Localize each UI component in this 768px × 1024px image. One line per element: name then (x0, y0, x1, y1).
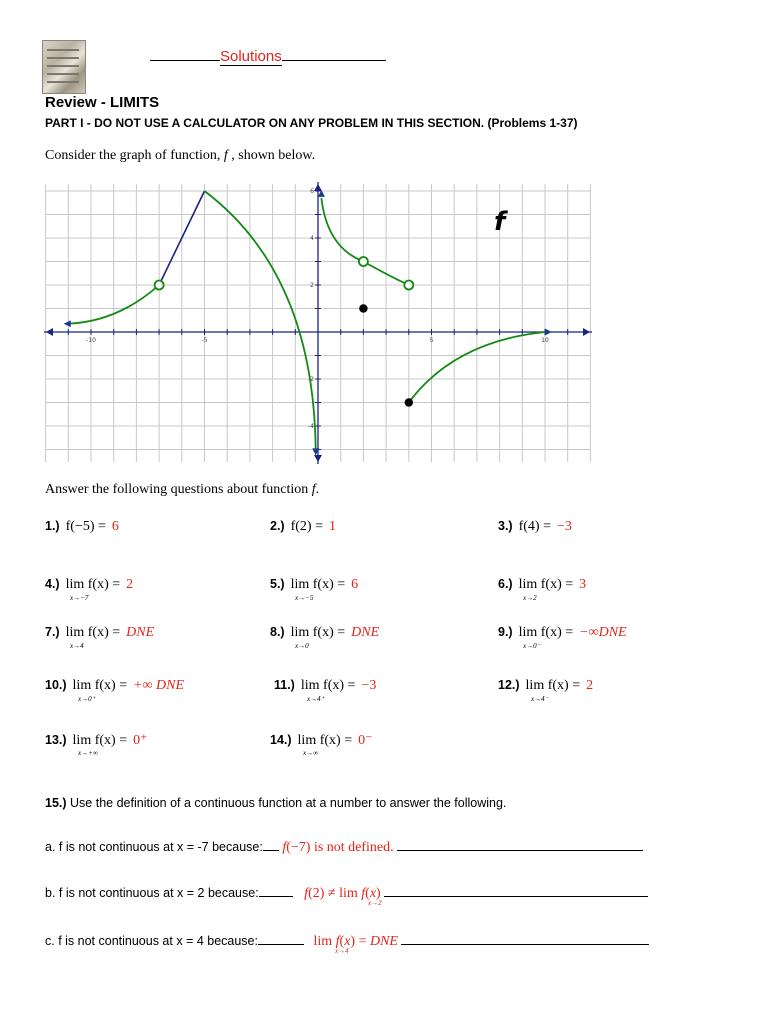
question-answer: −3 (556, 519, 572, 534)
y-tick-label: -2 (308, 376, 314, 383)
question-answer: 2 (586, 678, 594, 693)
question-expression: lim f(x) = (290, 577, 346, 592)
intro-text: Consider the graph of function, f , shown below. (45, 148, 316, 163)
q15c-row: c. f is not continuous at x = 4 because: lim f(x) = DNE (45, 932, 649, 950)
question-expression: lim f(x) = (525, 678, 581, 693)
question-answer: 3 (579, 577, 587, 592)
question-7 (45, 625, 154, 641)
question-expression: lim f(x) = (290, 625, 346, 640)
y-tick-label: 4 (310, 235, 314, 242)
y-axis-arrow-icon (314, 184, 322, 191)
q15-prompt: 15.) Use the definition of a continuous function at a number to answer the following. (45, 796, 507, 810)
y-tick-label: 2 (310, 282, 314, 289)
question-number: 3.) (498, 519, 513, 533)
limit-subscript: x→0 (295, 642, 309, 650)
descending-arc-curve (205, 191, 316, 450)
open-point (155, 281, 164, 290)
limit-subscript: x→4⁻ (531, 695, 549, 703)
limit-subscript: x→−7 (70, 594, 89, 602)
question-number: 14.) (270, 733, 292, 747)
x-tick-label: 10 (541, 337, 549, 344)
question-8 (270, 625, 379, 641)
middle-arc-curve (321, 198, 408, 285)
question-answer: 6 (351, 577, 359, 592)
closed-point (359, 304, 367, 312)
question-1 (45, 519, 119, 535)
clipboard-logo-icon (42, 40, 86, 94)
question-number: 1.) (45, 519, 60, 533)
limit-subscript: x→0⁺ (78, 695, 96, 703)
question-number: 9.) (498, 625, 513, 639)
question-expression: lim f(x) = (518, 577, 574, 592)
instructions-text: Answer the following questions about function f. (45, 482, 320, 497)
limit-subscript: x→4 (70, 642, 84, 650)
page-title: Solutions (150, 48, 386, 65)
function-graph (44, 182, 592, 464)
question-expression: lim f(x) = (300, 678, 356, 693)
question-answer: 6 (111, 519, 119, 534)
question-11 (274, 678, 376, 694)
y-tick-label: -4 (308, 423, 314, 430)
question-number: 5.) (270, 577, 285, 591)
open-point (359, 257, 368, 266)
question-answer: 1 (328, 519, 336, 534)
question-number: 6.) (498, 577, 513, 591)
limit-subscript: x→4⁺ (307, 695, 325, 703)
question-10 (45, 678, 184, 694)
x-tick-label: -5 (201, 337, 208, 344)
question-14 (270, 732, 373, 749)
question-5 (270, 577, 358, 593)
question-answer: 2 (126, 577, 134, 592)
limit-subscript: x→∞ (303, 749, 319, 757)
question-number: 8.) (270, 625, 285, 639)
question-4 (45, 577, 133, 593)
y-axis-down-arrow-icon (314, 455, 322, 462)
q15b-sub: x→2 (368, 899, 382, 907)
question-answer: DNE (126, 625, 155, 640)
question-13 (45, 732, 148, 749)
question-6 (498, 577, 586, 593)
limit-subscript: x→−5 (295, 594, 314, 602)
question-2 (270, 519, 336, 535)
question-number: 4.) (45, 577, 60, 591)
question-number: 12.) (498, 678, 520, 692)
question-3 (498, 519, 572, 535)
question-expression: lim f(x) = (72, 733, 128, 748)
question-expression: lim f(x) = (297, 733, 353, 748)
question-number: 10.) (45, 678, 67, 692)
question-number: 2.) (270, 519, 285, 533)
part-heading: PART I - DO NOT USE A CALCULATOR ON ANY PROBLEM IN THIS SECTION. (Problems 1-37) (45, 116, 578, 130)
question-number: 11.) (274, 678, 295, 692)
q15a-row: a. f is not continuous at x = -7 because: f(−7) is not defined. (45, 838, 643, 856)
x-tick-label: 5 (429, 337, 434, 344)
question-expression: lim f(x) = (72, 678, 128, 693)
question-expression: lim f(x) = (65, 625, 121, 640)
limit-subscript: x→2 (523, 594, 537, 602)
question-number: 7.) (45, 625, 60, 639)
question-expression: f(4) = (518, 519, 551, 534)
question-answer: −3 (361, 678, 377, 693)
question-number: 13.) (45, 733, 67, 747)
review-heading: Review - LIMITS (45, 94, 160, 111)
question-expression: lim f(x) = (518, 625, 574, 640)
limit-subscript: x→0⁻ (523, 642, 541, 650)
question-answer: +∞ DNE (133, 678, 185, 693)
question-expression: f(−5) = (65, 519, 106, 534)
x-axis-left-arrow-icon (46, 328, 53, 336)
graph-function-label: f (494, 207, 506, 237)
question-answer: −∞DNE (579, 625, 627, 640)
q15b-row: b. f is not continuous at x = 2 because: f(2) ≠ lim f(x) (45, 884, 648, 902)
question-answer: 0⁻ (358, 733, 373, 748)
question-answer: 0⁺ (133, 733, 148, 748)
question-expression: f(2) = (290, 519, 323, 534)
right-arc-arrow-icon (545, 329, 552, 336)
y-tick-label: 6 (310, 188, 314, 195)
open-point (404, 281, 413, 290)
x-axis-arrow-icon (583, 328, 590, 336)
question-answer: DNE (351, 625, 380, 640)
question-expression: lim f(x) = (65, 577, 121, 592)
limit-subscript: x→+∞ (78, 749, 98, 757)
closed-point (405, 398, 413, 406)
question-12 (498, 678, 593, 694)
question-9 (498, 625, 627, 641)
left-arc-arrow-icon (64, 320, 71, 327)
q15c-sub: x→4 (335, 947, 349, 955)
x-tick-label: -10 (86, 337, 96, 344)
